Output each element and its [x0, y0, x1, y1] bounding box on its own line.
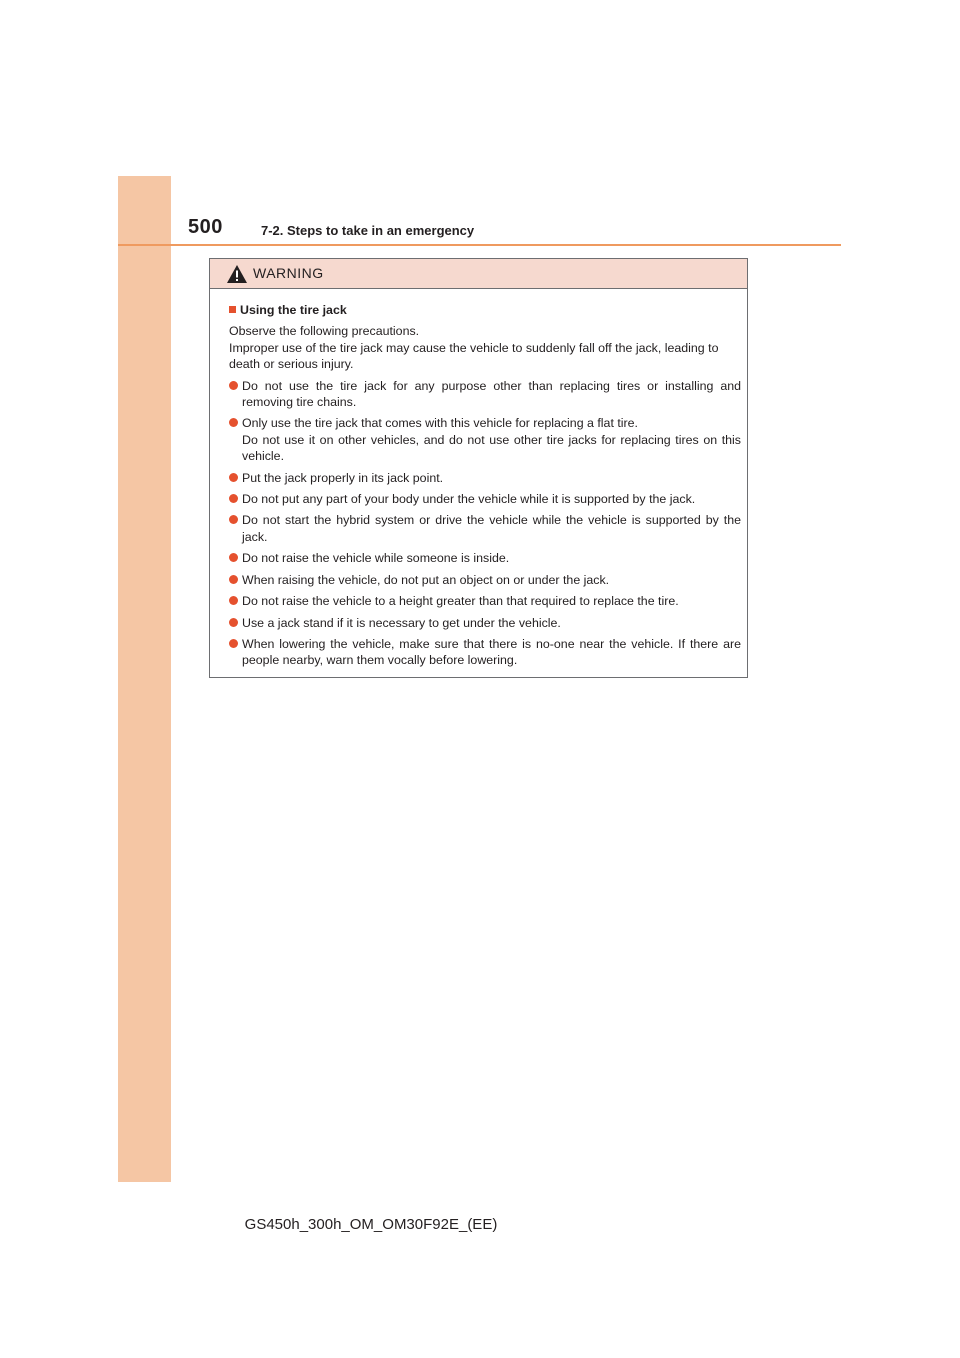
page-number: 500	[188, 216, 223, 238]
round-bullet-icon	[229, 618, 238, 627]
intro-line: Observe the following precautions.	[229, 324, 420, 339]
document-code: GS450h_300h_OM_OM30F92E_(EE)	[244, 1216, 498, 1233]
list-item	[229, 491, 741, 507]
list-item-text: Do not use it on other vehicles, and do not use other tire jacks for replacing tires on this vehicle.	[242, 432, 741, 464]
list-item-text: Do not start the hybrid system or drive the vehicle while the vehicle is supported by the jack.	[242, 513, 741, 544]
list-item	[229, 615, 741, 631]
round-bullet-icon	[229, 639, 238, 648]
round-bullet-icon	[229, 494, 238, 503]
round-bullet-icon	[229, 553, 238, 562]
round-bullet-icon	[229, 575, 238, 584]
list-item-text: Do not put any part of your body under the vehicle while it is supported by the jack.	[242, 492, 696, 507]
round-bullet-icon	[229, 596, 238, 605]
round-bullet-icon	[229, 418, 238, 427]
round-bullet-icon	[229, 473, 238, 482]
page-header	[171, 212, 841, 246]
warning-label: WARNING	[253, 265, 324, 281]
square-bullet-icon	[229, 306, 236, 313]
list-item-text: Put the jack properly in its jack point.	[242, 470, 444, 485]
list-item	[229, 378, 741, 411]
list-item-text: Only use the tire jack that comes with this vehicle for replacing a flat tire.	[242, 416, 638, 431]
intro-line: Improper use of the tire jack may cause the vehicle to suddenly fall off the jack, leading to death or serious injury.	[229, 340, 719, 372]
round-bullet-icon	[229, 515, 238, 524]
topic-text: Using the tire jack	[240, 303, 347, 317]
list-item	[229, 550, 741, 566]
list-item	[229, 636, 741, 669]
list-item-text: When raising the vehicle, do not put an object on or under the jack.	[242, 572, 610, 587]
header-rule	[118, 244, 841, 246]
list-item	[229, 415, 741, 464]
list-item-text: Do not raise the vehicle while someone is inside.	[242, 551, 510, 566]
list-item-text: Use a jack stand if it is necessary to get under the vehicle.	[242, 615, 561, 630]
list-item	[229, 512, 741, 545]
list-item-text: Do not raise the vehicle to a height greater than that required to replace the tire.	[242, 594, 679, 609]
list-item	[229, 470, 741, 486]
list-item-text: Do not use the tire jack for any purpose other than replacing tires or installing and removing tire chains.	[242, 378, 741, 410]
list-item	[229, 572, 741, 588]
round-bullet-icon	[229, 381, 238, 390]
section-title: 7-2. Steps to take in an emergency	[261, 223, 475, 238]
warning-triangle-icon	[226, 264, 248, 284]
warning-topic	[229, 302, 741, 318]
warning-header	[210, 259, 747, 289]
warning-body	[210, 289, 747, 669]
warning-intro	[229, 323, 741, 372]
chapter-side-tab	[118, 176, 171, 1182]
list-item	[229, 593, 741, 609]
warning-box	[209, 258, 748, 678]
list-item-text: When lowering the vehicle, make sure that there is no-one near the vehicle. If there are people nearby, warn them vocally before lowering.	[242, 636, 741, 668]
